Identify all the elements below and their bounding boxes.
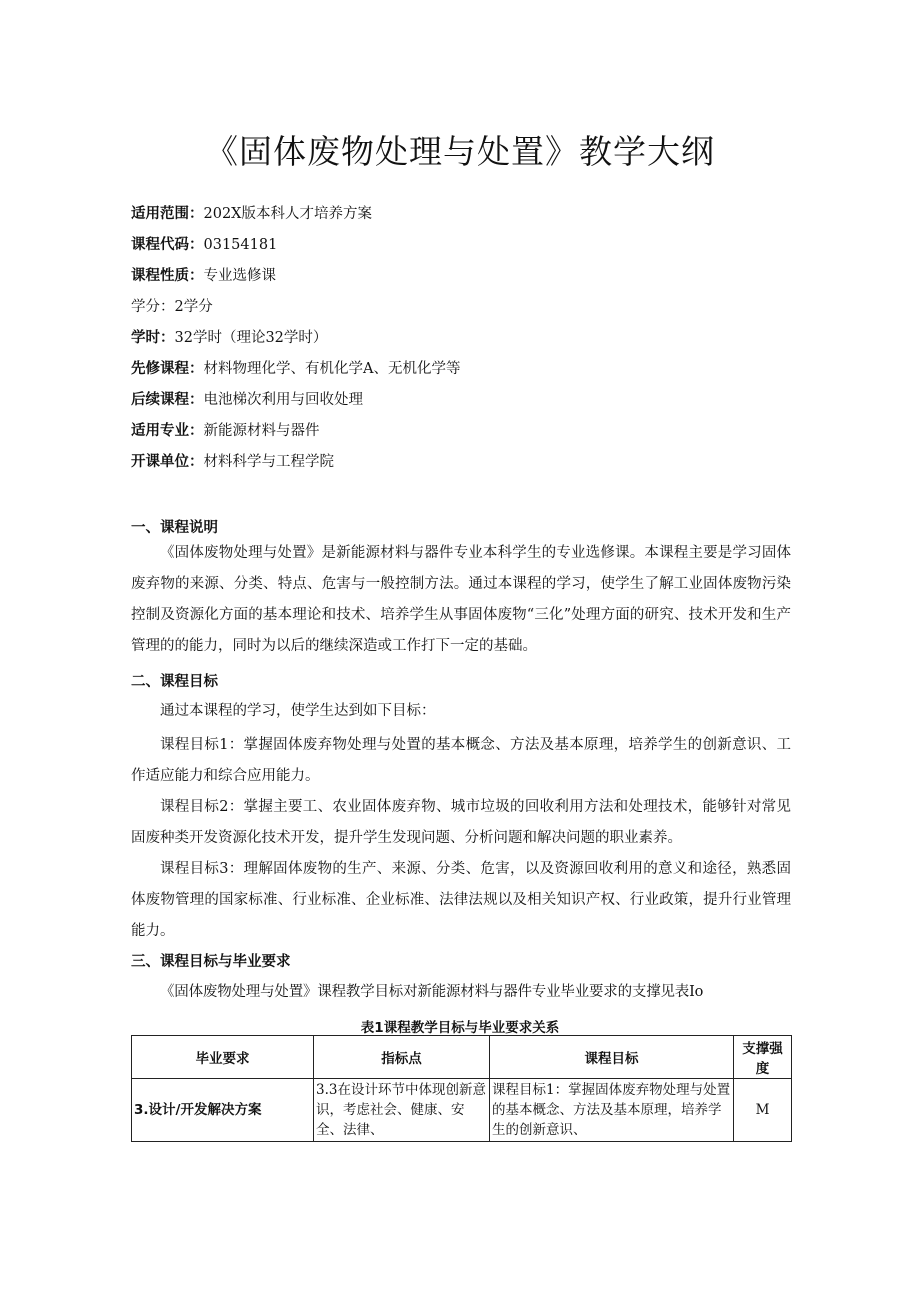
- header-strength: 支撑强度: [734, 1036, 792, 1079]
- meta-credits: [131, 298, 213, 316]
- meta-key: 学时：: [131, 330, 175, 346]
- meta-value: 03154181: [203, 237, 278, 253]
- table-header-row: [132, 1036, 792, 1079]
- meta-key: 课程代码：: [131, 237, 204, 253]
- meta-key: 开课单位：: [131, 454, 204, 470]
- meta-key: 适用专业：: [131, 423, 204, 439]
- table-row: [132, 1079, 792, 1142]
- meta-key: 后续课程：: [131, 392, 204, 408]
- cell-requirement: 3.设计/开发解决方案: [132, 1079, 314, 1142]
- meta-department: [131, 453, 334, 471]
- objectives-intro: 通过本课程的学习，使学生达到如下目标：: [160, 703, 436, 719]
- meta-key: 适用范围：: [131, 206, 204, 222]
- section-heading-graduation: 三、课程目标与毕业要求: [131, 954, 291, 970]
- meta-value: 202X版本科人才培养方案: [203, 206, 372, 222]
- cell-goal: 课程目标1：掌握固体废弃物处理与处置的基本概念、方法及基本原理，培养学生的创新意识、: [490, 1079, 734, 1142]
- table-caption: 表1课程教学目标与毕业要求关系: [360, 1020, 560, 1036]
- meta-value: 材料科学与工程学院: [203, 454, 334, 470]
- meta-course-type: [131, 267, 276, 285]
- objective-1: 课程目标1：掌握固体废弃物处理与处置的基本概念、方法及基本原理，培养学生的创新意识、工作适应能力和综合应用能力。: [131, 737, 791, 784]
- meta-followup: [131, 391, 363, 409]
- meta-key: 学分：: [131, 299, 175, 315]
- meta-value: 电池梯次利用与回收处理: [203, 392, 363, 408]
- cell-strength: M: [734, 1079, 792, 1142]
- graduation-intro: 《固体废物处理与处置》课程教学目标对新能源材料与器件专业毕业要求的支撑见表Io: [160, 984, 704, 1000]
- cell-indicator: 3.3在设计环节中体现创新意识，考虑社会、健康、安全、法律、: [314, 1079, 490, 1142]
- meta-value: 材料物理化学、有机化学A、无机化学等: [203, 361, 461, 377]
- objective-3: 课程目标3：理解固体废物的生产、来源、分类、危害，以及资源回收利用的意义和途径，熟悉固体废物管理的国家标准、行业标准、企业标准、法律法规以及相关知识产权、行业政策，提升行业管理能力。: [131, 861, 791, 939]
- document-title: 《固体废物处理与处置》教学大纲: [205, 132, 715, 171]
- header-indicator: 指标点: [314, 1036, 490, 1079]
- meta-key: 先修课程：: [131, 361, 204, 377]
- header-goal: 课程目标: [490, 1036, 734, 1079]
- meta-hours: [131, 329, 327, 347]
- section-heading-objectives: 二、课程目标: [131, 674, 218, 690]
- meta-key: 课程性质：: [131, 268, 204, 284]
- meta-value: 专业选修课: [203, 268, 276, 284]
- meta-value: 32学时（理论32学时）: [174, 330, 328, 346]
- objective-2: 课程目标2：掌握主要工、农业固体废弃物、城市垃圾的回收利用方法和处理技术，能够针对常见固废种类开发资源化技术开发，提升学生发现问题、分析问题和解决问题的职业素养。: [131, 799, 791, 846]
- meta-value: 新能源材料与器件: [203, 423, 320, 439]
- header-requirement: 毕业要求: [132, 1036, 314, 1079]
- description-paragraph: 《固体废物处理与处置》是新能源材料与器件专业本科学生的专业选修课。本课程主要是学习固体废弃物的来源、分类、特点、危害与一般控制方法。通过本课程的学习，使学生了解工业固体废物污染控制及资源化方面的基本理论和技术、培养学生从事固体废物“三化”处理方面的研究、技术开发和生产管理的的能力，同时为以后的继续深造或工作打下一定的基础。: [131, 545, 791, 654]
- meta-prerequisites: [131, 360, 460, 378]
- objectives-requirements-table: [131, 1035, 792, 1142]
- meta-course-code: [131, 236, 277, 254]
- meta-scope: [131, 205, 372, 223]
- meta-major: [131, 422, 320, 440]
- section-heading-description: 一、课程说明: [131, 520, 218, 536]
- meta-value: 2学分: [174, 299, 213, 315]
